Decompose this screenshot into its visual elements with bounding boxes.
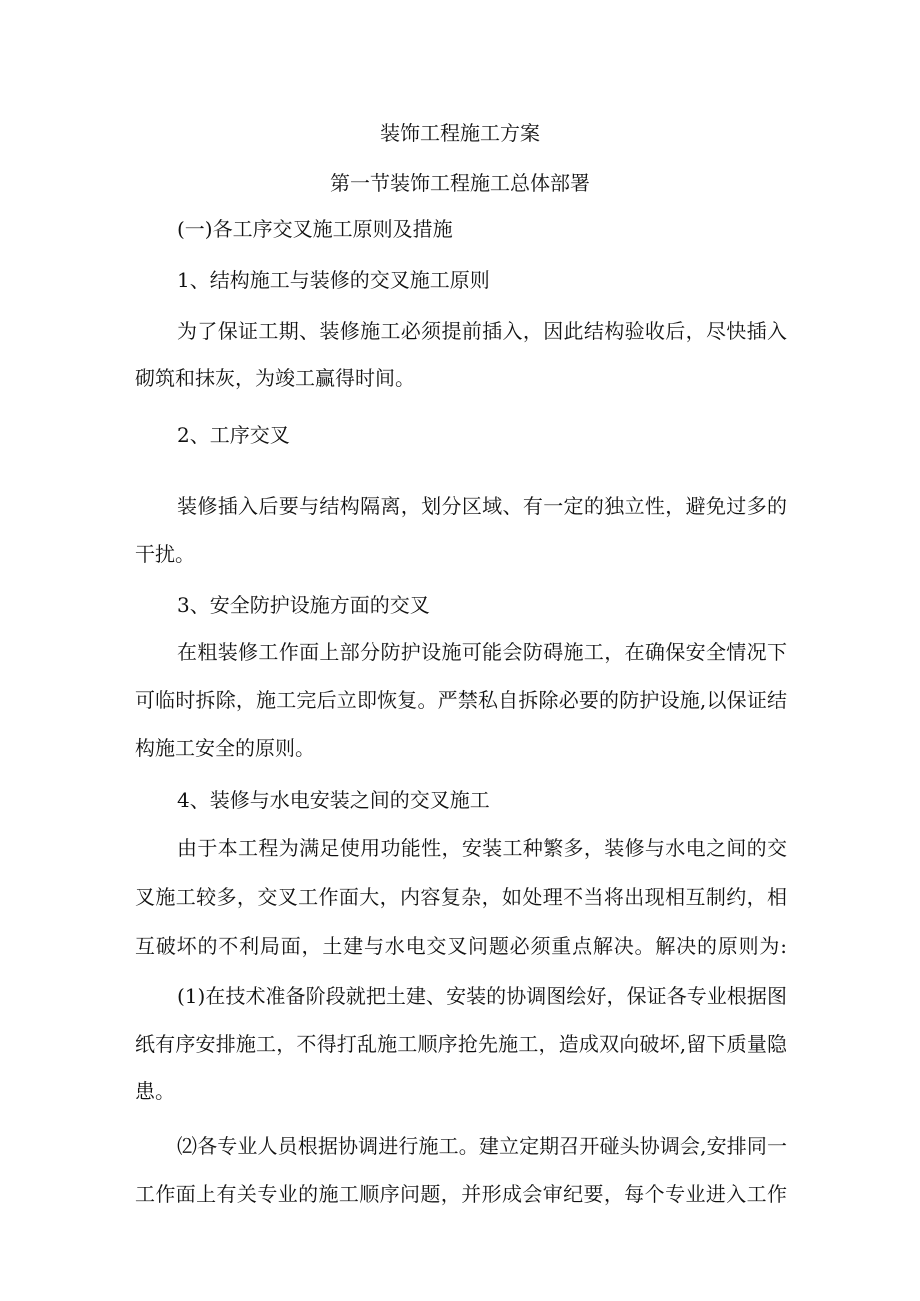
paragraph-line: 在粗装修工作面上部分防护设施可能会防碍施工，在确保安全情况下 [177, 640, 787, 664]
item1-heading: 1、结构施工与装修的交叉施工原则 [177, 268, 490, 292]
paragraph-line: 互破坏的不利局面，土建与水电交叉问题必须重点解决。解决的原则为: [135, 934, 787, 958]
item2-heading: 2、工序交叉 [177, 423, 290, 447]
paragraph-line: 可临时拆除，施工完后立即恢复。严禁私自拆除必要的防护设施,以保证结 [135, 688, 787, 712]
paragraph-line: 砌筑和抹灰，为竣工赢得时间。 [135, 366, 415, 390]
paragraph-line: 干扰。 [135, 542, 195, 566]
paragraph-line: 由于本工程为满足使用功能性，安装工种繁多，装修与水电之间的交 [177, 836, 787, 860]
section-heading: 第一节装饰工程施工总体部署 [330, 171, 590, 195]
paragraph-line: 装修插入后要与结构隔离，划分区域、有一定的独立性，避免过多的 [177, 494, 787, 518]
point2-line: 工作面上有关专业的施工顺序问题，并形成会审纪要，每个专业进入工作 [135, 1182, 787, 1206]
item4-heading: 4、装修与水电安装之间的交叉施工 [177, 788, 490, 812]
paragraph-line: 构施工安全的原则。 [135, 736, 315, 760]
paragraph-line: 为了保证工期、装修施工必须提前插入，因此结构验收后，尽快插入 [177, 319, 787, 343]
point1-line: (1)在技术准备阶段就把土建、安装的协调图绘好，保证各专业根据图 [177, 984, 787, 1008]
point1-line: 患。 [135, 1079, 175, 1103]
item3-heading: 3、安全防护设施方面的交叉 [177, 593, 430, 617]
subsection-heading: (一)各工序交叉施工原则及措施 [177, 217, 453, 241]
document-title: 装饰工程施工方案 [380, 121, 540, 145]
point1-line: 纸有序安排施工，不得打乱施工顺序抢先施工，造成双向破坏,留下质量隐 [135, 1032, 787, 1056]
point2-line: ⑵各专业人员根据协调进行施工。建立定期召开碰头协调会,安排同一 [177, 1134, 787, 1158]
paragraph-line: 叉施工较多，交叉工作面大，内容复杂，如处理不当将出现相互制约，相 [135, 885, 787, 909]
